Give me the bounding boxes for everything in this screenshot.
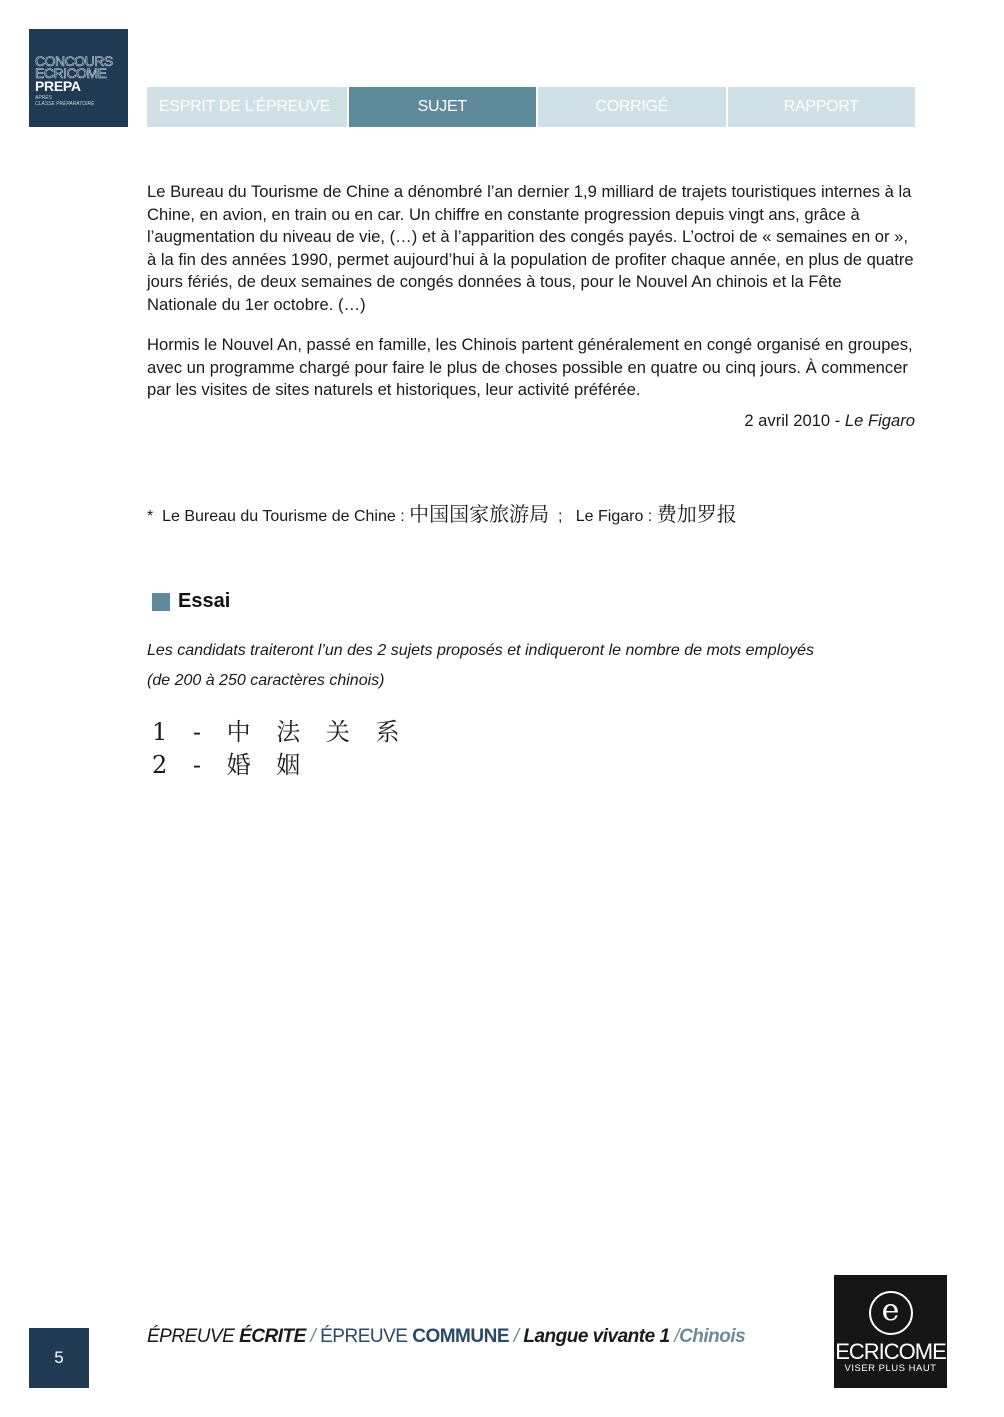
essai-instructions — [147, 636, 915, 696]
essai-topics — [152, 716, 409, 782]
tab-sujet[interactable]: SUJET — [349, 87, 537, 127]
logo-line-ecricome: ECRICOME — [35, 65, 107, 81]
footer-caption: ÉPREUVE ÉCRITE / ÉPREUVE COMMUNE / Langue vivante 1 /Chinois — [147, 1326, 746, 1347]
instruction-line-1: Les candidats traiteront l’un des 2 sujets proposés et indiqueront le nombre de mots employés — [147, 642, 815, 659]
topic-2: 2 - 婚 姻 — [152, 751, 310, 779]
brand-name: ECRICOME — [835, 1339, 946, 1364]
article-text — [147, 181, 915, 432]
instruction-line-2: (de 200 à 250 caractères chinois) — [147, 672, 385, 689]
article-source — [147, 410, 915, 432]
logo-line-concours: CONCOURS — [35, 53, 113, 69]
tab-corrige[interactable]: CORRIGÉ — [538, 87, 726, 127]
square-bullet-icon — [152, 593, 170, 611]
page-number: 5 — [29, 1328, 89, 1388]
logo-line-apres: APRÈS CLASSE PRÉPARATOIRE — [35, 95, 95, 107]
brand-tagline: VISER PLUS HAUT — [844, 1363, 937, 1374]
note-term-figaro: 费加罗报 — [656, 502, 737, 526]
essai-title: Essai — [178, 590, 231, 612]
tab-esprit[interactable]: ESPRIT DE L’ÉPREUVE — [147, 87, 347, 127]
source-name: Le Figaro — [844, 410, 915, 430]
concours-logo — [29, 29, 128, 127]
ecricome-e-icon: e — [869, 1291, 913, 1335]
article-paragraph-2: Hormis le Nouvel An, passé en famille, les Chinois partent généralement en congé organisé en groupes, avec un programme chargé pour faire le plus de choses possible en quatre ou cinq jours. À commencer par les visites de sites naturels et historiques, leur activité préférée. — [147, 335, 913, 399]
vocabulary-note: * Le Bureau du Tourisme de Chine : 中国国家旅游局 ; Le Figaro : 费加罗报 — [147, 502, 737, 526]
essai-heading — [152, 590, 230, 613]
topic-1: 1 - 中 法 关 系 — [152, 718, 409, 746]
ecricome-brand-logo — [834, 1275, 947, 1388]
section-tabs — [147, 87, 915, 127]
article-paragraph-1: Le Bureau du Tourisme de Chine a dénombré l’an dernier 1,9 milliard de trajets touristiques internes à la Chine, en avion, en train ou en car. Un chiffre en constante progression depuis vingt ans, grâce à l’augmentation du niveau de vie, (…) et à l’apparition des congés payés. L’octroi de « semaines en or », à la fin des années 1990, permet aujourd’hui à la population de profiter chaque année, en plus de quatre jours fériés, de deux semaines de congés données à tous, pour le Nouvel An chinois et la Fête Nationale du 1er octobre. (…) — [147, 182, 914, 314]
logo-line-prepa: PREPA — [35, 78, 81, 94]
tab-rapport[interactable]: RAPPORT — [728, 87, 916, 127]
note-term-bureau: 中国国家旅游局 — [409, 502, 550, 526]
source-date: 2 avril 2010 - — [744, 410, 845, 430]
